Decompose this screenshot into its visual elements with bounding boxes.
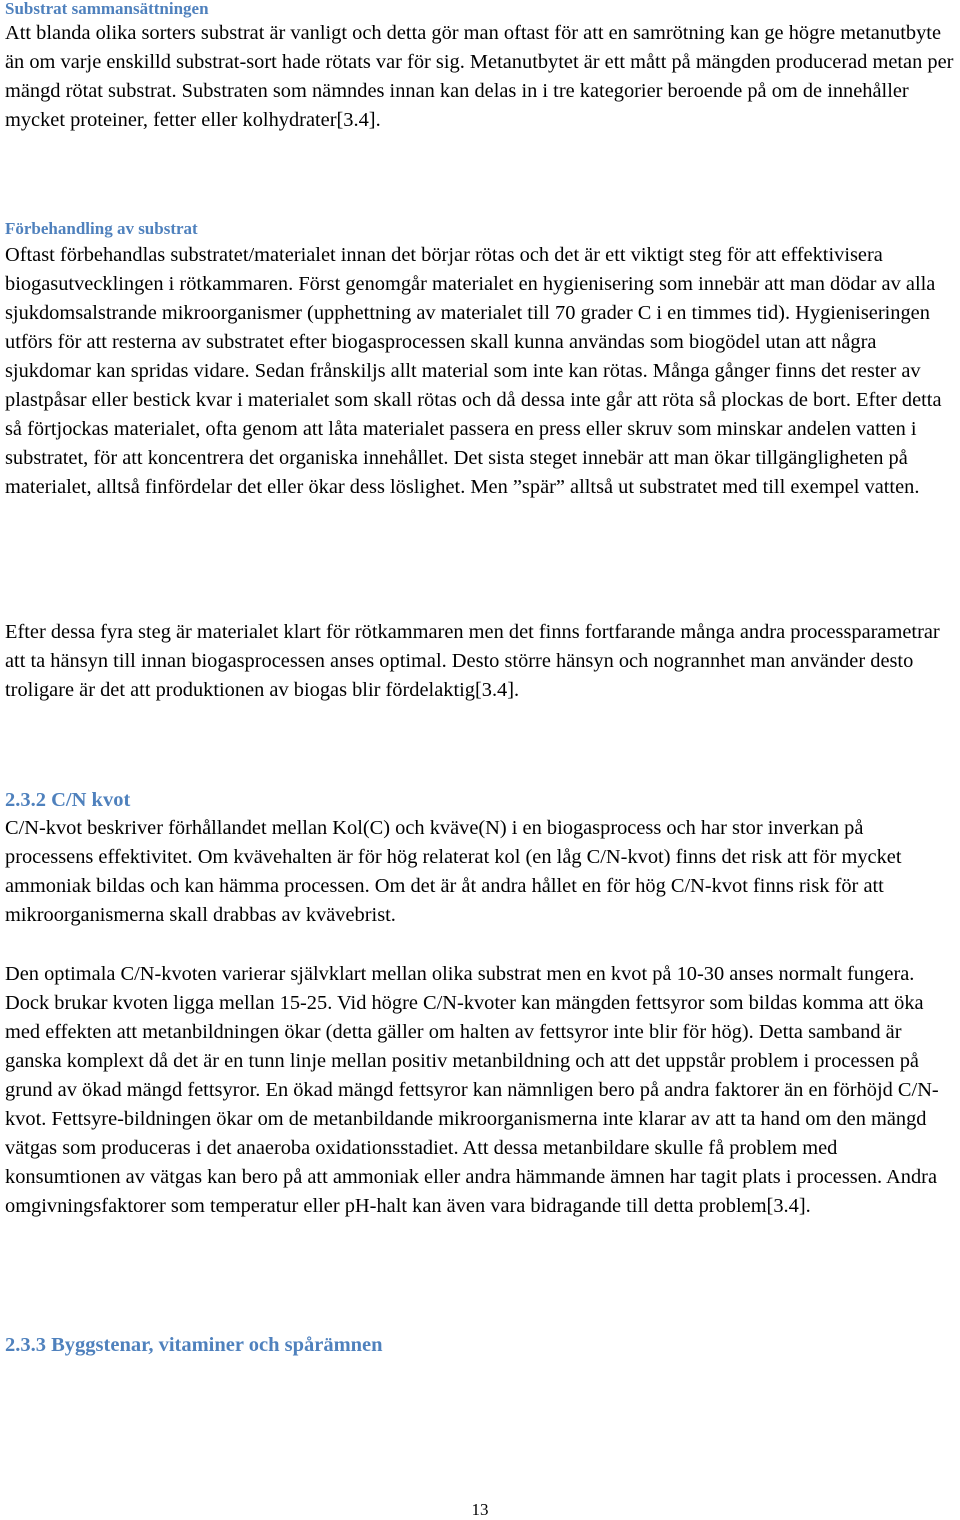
- paragraph-forbehandling: Oftast förbehandlas substratet/materialet innan det börjar rötas och det är ett viktigt steg för att effektivisera biogasutvecklingen i rötkammaren. Först genomgår materialet en hygienisering som innebär att man dödar av alla sjukdomsalstrande mikroorganismer (upphettning av materialet till 70 grader C i en timmes tid). Hygieniseringen utförs för att resterna av substratet efter biogasprocessen skall kunna användas som biogödel utan att några sjukdomar kan spridas vidare. Sedan frånskiljs allt material som inte kan rötas. Många gånger finns det rester av plastpåsar eller bestick kvar i materialet som skall rötas och då dessa inte går att röta så plockas de bort. Efter detta så förtjockas materialet, ofta genom att låta materialet passera en press eller skruv som minskar andelen vatten i substratet, för att koncentrera det organiska innehållet. Det sista steget innebär att man ökar tillgängligheten på materialet, alltså finfördelar det eller ökar dess löslighet. Men ”spär” alltså ut substratet med till exempel vatten.: [5, 244, 942, 498]
- paragraph-efter-dessa-steg: Efter dessa fyra steg är materialet klart för rötkammaren men det finns fortfarande många andra processparametrar att ta hänsyn till innan biogasprocessen anses optimal. Desto större hänsyn och nogrannhet man använder desto troligare är det att produktionen av biogas blir fördelaktig[3.4].: [5, 621, 940, 701]
- page-number: 13: [471, 1500, 489, 1519]
- paragraph-cn-kvot-2: Den optimala C/N-kvoten varierar självklart mellan olika substrat men en kvot på 10-30 anses normalt fungera. Dock brukar kvoten ligga mellan 15-25. Vid högre C/N-kvoter kan mängden fettsyror som bildas komma att öka med effekten att metanbildningen ökar (detta gäller om halten av fettsyror inte blir för hög). Detta samband är ganska komplext då det är en tunn linje mellan positiv metanbildning och att det uppstår problem i processen på grund av ökad mängd fettsyror. En ökad mängd fettsyror kan nämnligen bero på andra faktorer än en förhöjd C/N-kvot. Fettsyre-bildningen ökar om de metanbildande mikroorganismerna inte klarar av att ta hand om den mängd vätgas som produceras i det anaeroba oxidationsstadiet. Att dessa metanbildare skulle få problem med konsumtionen av vätgas kan bero på att ammoniak eller andra hämmande ämnen har tagit plats i processen. Andra omgivningsfaktorer som temperatur eller pH-halt kan även vara bidragande till detta problem[3.4].: [5, 963, 939, 1217]
- heading-substrat-sammansattningen: Substrat sammansättningen: [5, 0, 209, 18]
- paragraph-substrat: Att blanda olika sorters substrat är vanligt och detta gör man oftast för att en samrötning kan ge högre metanutbyte än om varje enskilld substrat-sort hade rötats var för sig. Metanutbytet är ett mått på mängden producerad metan per mängd rötat substrat. Substraten som nämndes innan kan delas in i tre kategorier beroende på om de innehåller mycket proteiner, fetter eller kolhydrater[3.4].: [5, 22, 954, 131]
- paragraph-cn-kvot-1: C/N-kvot beskriver förhållandet mellan Kol(C) och kväve(N) i en biogasprocess och har stor inverkan på processens effektivitet. Om kvävehalten är för hög relaterat kol (en låg C/N-kvot) finns det risk att för mycket ammoniak bildas och kan hämma processen. Om det är åt andra hållet en för hög C/N-kvot finns risk för att mikroorganismerna skall drabbas av kvävebrist.: [5, 817, 902, 926]
- heading-forbehandling: Förbehandling av substrat: [5, 219, 198, 238]
- heading-cn-kvot: 2.3.2 C/N kvot: [5, 789, 131, 811]
- heading-byggstenar: 2.3.3 Byggstenar, vitaminer och spårämnen: [5, 1334, 383, 1356]
